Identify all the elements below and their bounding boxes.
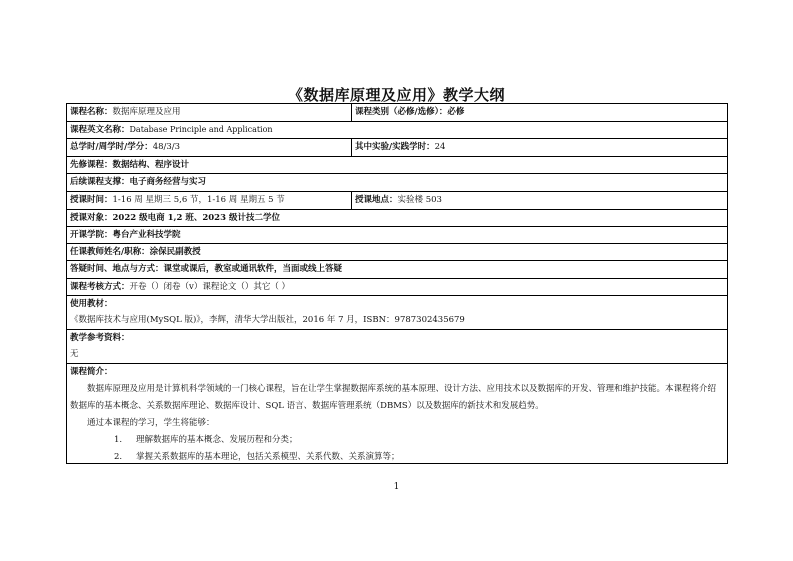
college-label: 开课学院： bbox=[70, 230, 113, 240]
time-value: 1-16 周 星期三 5,6 节，1-16 周 星期五 5 节 bbox=[112, 195, 285, 205]
course-type-cell bbox=[351, 104, 727, 121]
place-label: 授课地点： bbox=[355, 195, 398, 205]
hours-label: 总学时/周学时/学分： bbox=[70, 142, 153, 152]
list-item-number: 2. bbox=[114, 452, 123, 462]
prereq-label: 先修课程： bbox=[70, 160, 113, 170]
list-item-number: 1. bbox=[114, 435, 123, 445]
assessment-label: 课程考核方式： bbox=[70, 282, 130, 292]
intro-list-item bbox=[70, 432, 723, 449]
hours-value: 48/3/3 bbox=[152, 142, 181, 152]
target-label: 授课对象： bbox=[70, 213, 113, 223]
course-name-cell bbox=[67, 104, 351, 121]
row-followup bbox=[67, 174, 727, 192]
teacher-value: 涂保民副教授 bbox=[149, 247, 201, 257]
intro-paragraph-2: 通过本课程的学习，学生将能够： bbox=[87, 418, 215, 428]
lab-hours-label: 其中实验/实践学时： bbox=[355, 142, 435, 152]
textbook-cell bbox=[67, 296, 727, 329]
assessment-value: 开卷（）闭卷（v）课程论文（）其它（ ） bbox=[129, 282, 291, 292]
reference-label: 教学参考资料： bbox=[70, 333, 130, 343]
followup-cell bbox=[67, 174, 727, 191]
course-name-label: 课程名称： bbox=[70, 107, 113, 117]
english-name-cell bbox=[67, 122, 727, 138]
row-target bbox=[67, 210, 727, 227]
intro-label: 课程简介： bbox=[70, 367, 113, 377]
hours-cell bbox=[67, 139, 351, 156]
place-cell bbox=[351, 192, 727, 209]
prereq-value: 数据结构、程序设计 bbox=[112, 160, 190, 170]
time-cell bbox=[67, 192, 351, 209]
list-item-text: 掌握关系数据库的基本理论，包括关系模型、关系代数、关系演算等； bbox=[136, 452, 400, 462]
target-value: 2022 级电商 1,2 班、2023 级计技二学位 bbox=[112, 213, 280, 223]
row-prereq bbox=[67, 157, 727, 174]
time-label: 授课时间： bbox=[70, 195, 113, 205]
intro-cell bbox=[67, 364, 727, 463]
row-intro bbox=[67, 364, 727, 463]
course-name-value: 数据库原理及应用 bbox=[112, 107, 181, 117]
college-cell bbox=[67, 227, 727, 243]
course-type-value: 必修 bbox=[447, 107, 465, 117]
college-value: 粤台产业科技学院 bbox=[112, 230, 181, 240]
row-assessment bbox=[67, 279, 727, 296]
teacher-cell bbox=[67, 244, 727, 260]
followup-label: 后续课程支撑： bbox=[70, 177, 130, 187]
target-cell bbox=[67, 210, 727, 226]
syllabus-table bbox=[66, 103, 728, 464]
english-name-label: 课程英文名称： bbox=[70, 125, 130, 135]
qa-value: 课堂或课后，教室或通讯软件，当面或线上答疑 bbox=[163, 264, 343, 274]
row-teacher bbox=[67, 244, 727, 261]
assessment-cell bbox=[67, 279, 727, 295]
reference-value: 无 bbox=[70, 349, 79, 359]
prereq-cell bbox=[67, 157, 727, 173]
english-name-value: Database Principle and Application bbox=[129, 125, 273, 134]
intro-paragraph-1: 数据库原理及应用是计算机科学领域的一门核心课程，旨在让学生掌握数据库系统的基本原理、设计方法、应用技术以及数据库的开发、管理和维护技能。本课程将介绍数据库的基本概念、关系数据库理论、数据库设计、SQL 语言、数据库管理系统（DBMS）以及数据库的新技术和发展趋势。 bbox=[70, 384, 717, 411]
row-hours bbox=[67, 139, 727, 157]
course-type-label: 课程类别（必修/选修）： bbox=[355, 107, 448, 117]
lab-hours-cell bbox=[351, 139, 727, 156]
list-item-text: 理解数据库的基本概念、发展历程和分类； bbox=[136, 435, 298, 445]
lab-hours-value: 24 bbox=[434, 142, 446, 152]
row-reference bbox=[67, 330, 727, 364]
qa-label: 答疑时间、地点与方式： bbox=[70, 264, 164, 274]
page-title: 《数据库原理及应用》教学大纲 bbox=[287, 86, 505, 104]
row-qa bbox=[67, 261, 727, 279]
reference-cell bbox=[67, 330, 727, 363]
followup-value: 电子商务经营与实习 bbox=[129, 177, 207, 187]
intro-list-item bbox=[70, 449, 723, 463]
textbook-value: 《数据库技术与应用(MySQL 版)》，李辉，清华大学出版社，2016 年 7 月，ISBN：9787302435679 bbox=[70, 315, 465, 325]
teacher-label: 任课教师姓名/职称： bbox=[70, 247, 150, 257]
qa-cell bbox=[67, 261, 727, 278]
textbook-label: 使用教材： bbox=[70, 299, 113, 309]
row-time-place bbox=[67, 192, 727, 210]
page-number: 1 bbox=[393, 482, 400, 492]
row-english-name bbox=[67, 122, 727, 139]
row-textbook bbox=[67, 296, 727, 330]
place-value: 实验楼 503 bbox=[397, 195, 442, 205]
row-course-name bbox=[67, 104, 727, 122]
row-college bbox=[67, 227, 727, 244]
